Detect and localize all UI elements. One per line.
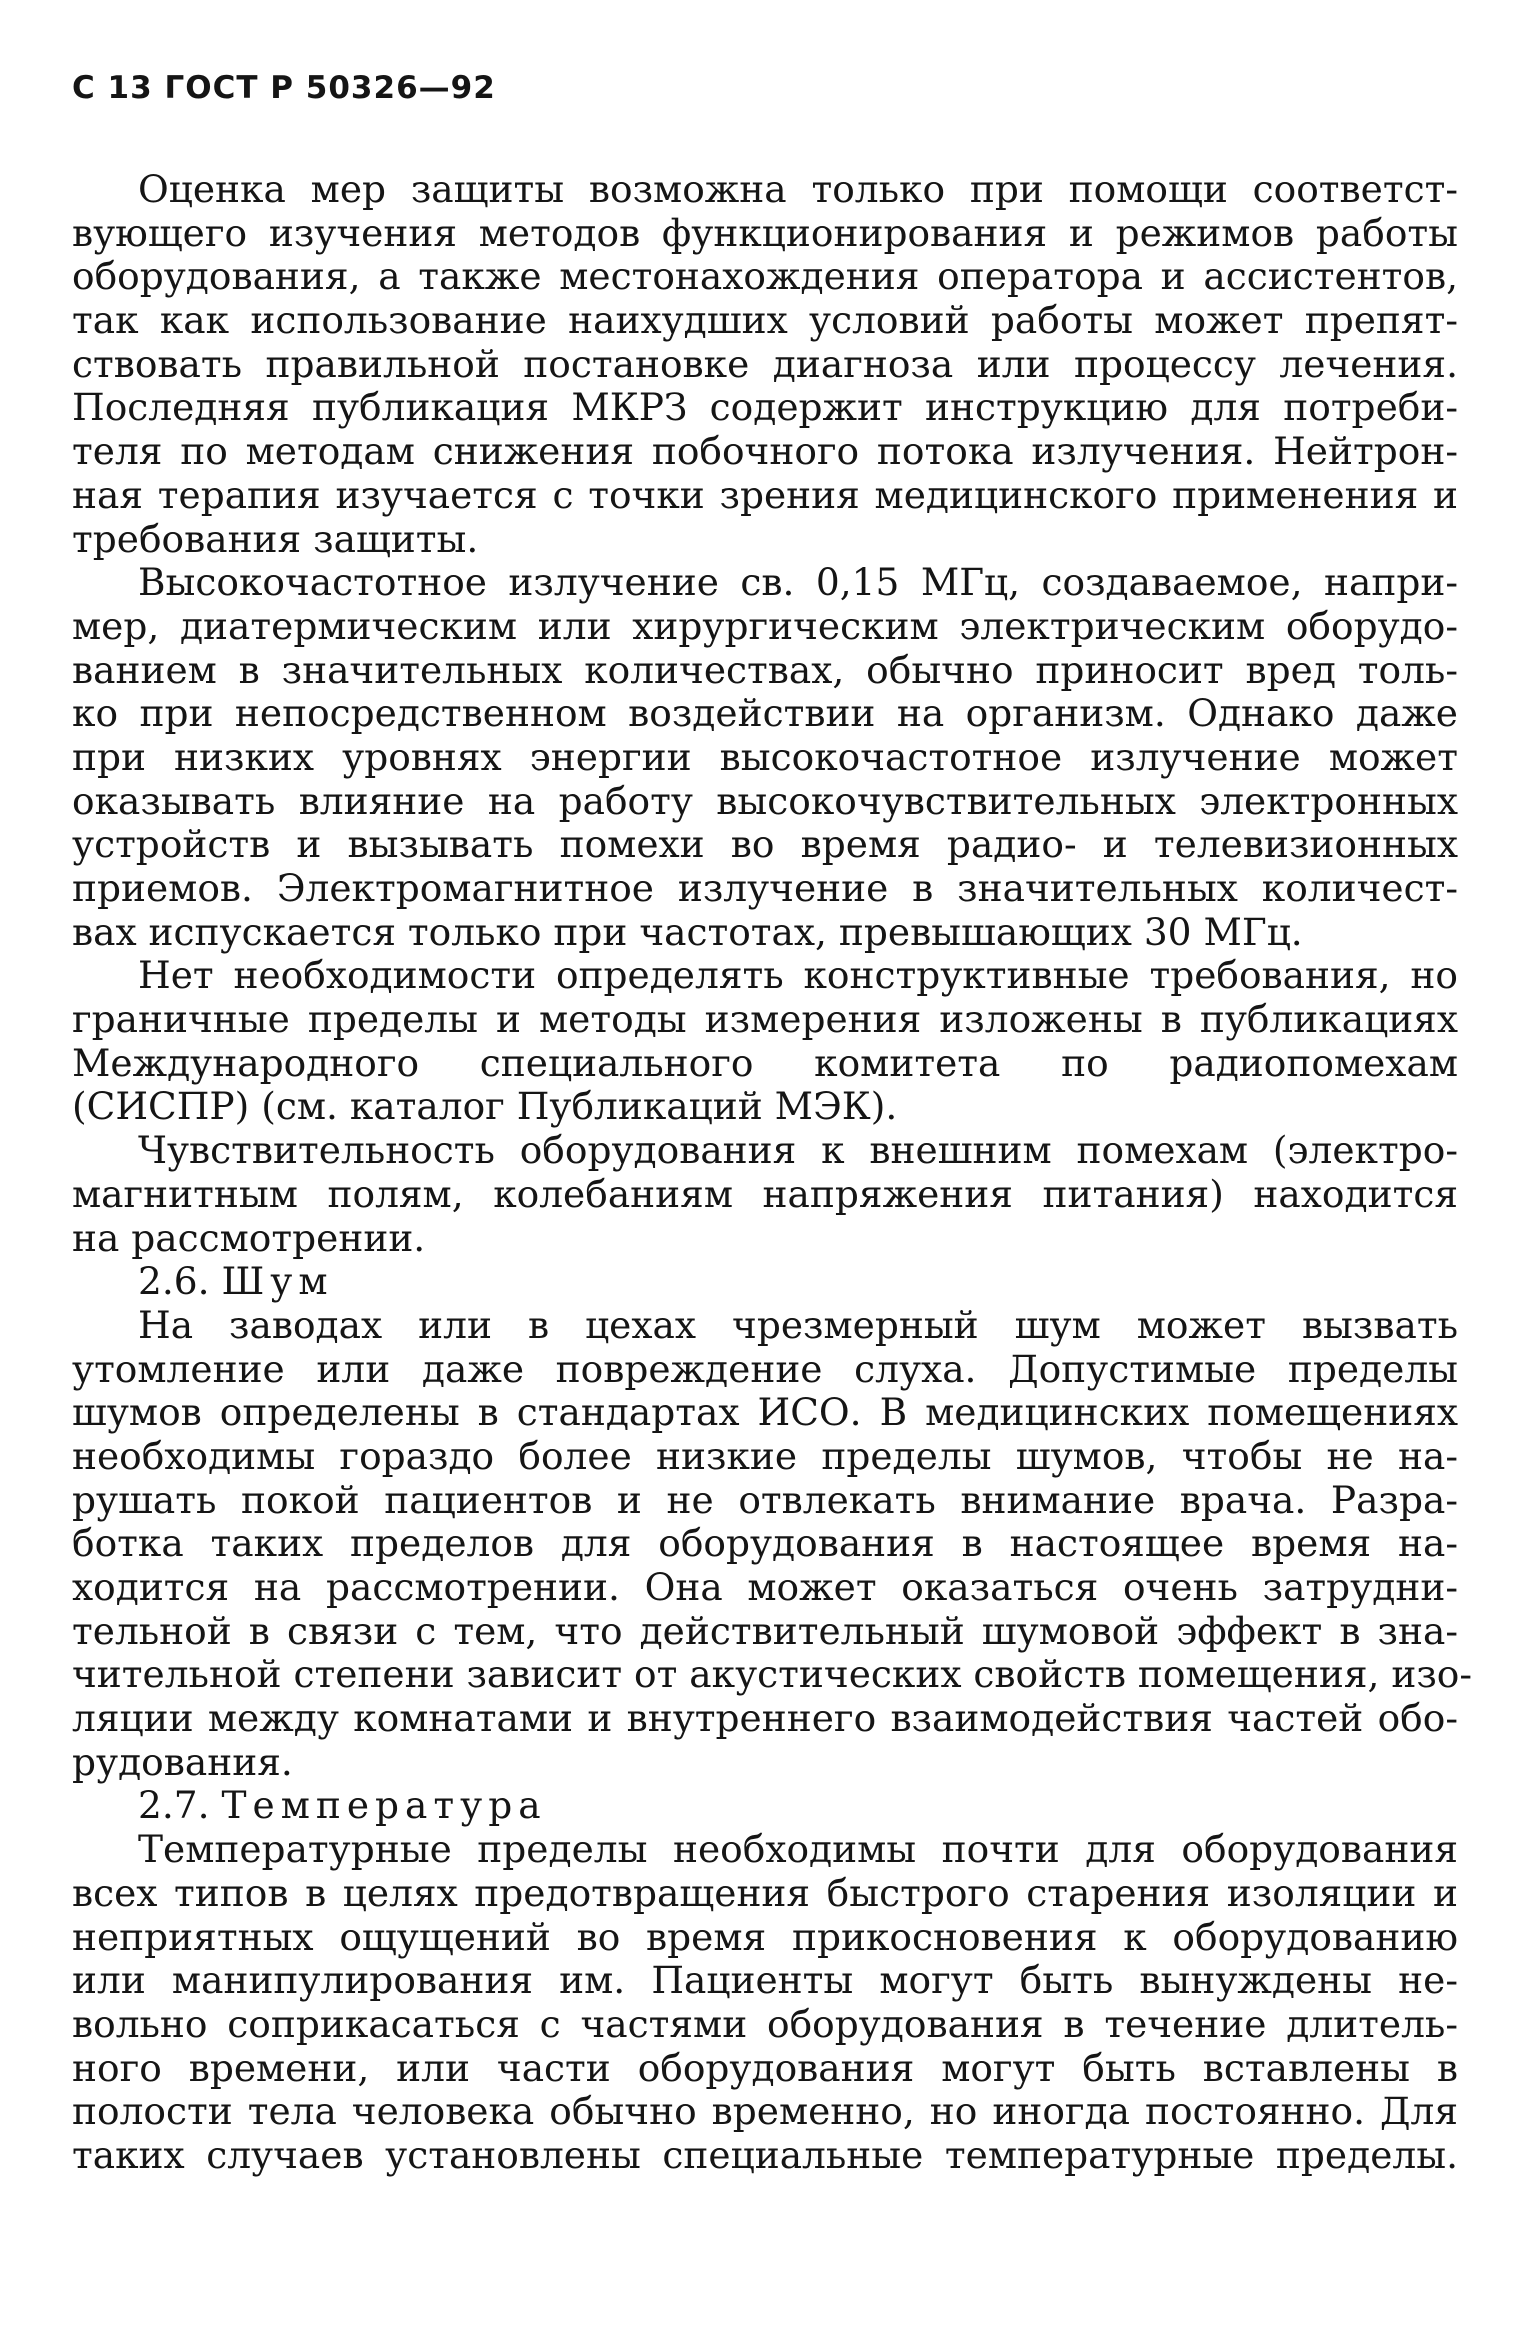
text-line: теля по методам снижения побочного потока излучения. Нейтрон- xyxy=(72,429,1458,474)
text-line: всех типов в целях предотвращения быстрого старения изоляции и xyxy=(72,1870,1458,1915)
text-line: мер, диатермическим или хирургическим электрическим оборудо- xyxy=(72,603,1458,648)
section-heading: 2.7. Температура xyxy=(138,1783,547,1828)
text-line: при низких уровнях энергии высокочастотное излучение может xyxy=(72,734,1458,779)
text-line: Чувствительность оборудования к внешним помехам (электро- xyxy=(138,1128,1458,1173)
text-line: ного времени, или части оборудования могут быть вставлены в xyxy=(72,2045,1458,2090)
text-line: так как использование наихудших условий работы может препят- xyxy=(72,298,1458,343)
text-line: шумов определены в стандартах ИСО. В медицинских помещениях xyxy=(72,1390,1458,1435)
text-line: Температурные пределы необходимы почти для оборудования xyxy=(138,1827,1458,1872)
text-line: ляции между комнатами и внутреннего взаимодействия частей обо- xyxy=(72,1696,1458,1741)
text-line: Высокочастотное излучение св. 0,15 МГц, создаваемое, напри- xyxy=(138,560,1458,605)
text-line: полости тела человека обычно временно, но иногда постоянно. Для xyxy=(72,2089,1458,2134)
text-line: утомление или даже повреждение слуха. Допустимые пределы xyxy=(72,1346,1458,1391)
text-line: требования защиты. xyxy=(72,516,479,561)
text-line: (СИСПР) (см. каталог Публикаций МЭК). xyxy=(72,1084,898,1129)
text-line: или манипулирования им. Пациенты могут быть вынуждены не- xyxy=(72,1958,1458,2003)
text-line: оборудования, а также местонахождения оператора и ассистентов, xyxy=(72,254,1458,299)
body-text xyxy=(72,167,1473,2178)
text-line: на рассмотрении. xyxy=(72,1215,426,1260)
text-line: Оценка мер защиты возможна только при помощи соответст- xyxy=(138,167,1458,211)
text-line: ванием в значительных количествах, обычно приносит вред толь- xyxy=(72,647,1458,692)
text-line: ная терапия изучается с точки зрения медицинского применения и xyxy=(72,472,1458,517)
page-header: С 13 ГОСТ Р 50326—92 xyxy=(72,70,496,106)
text-line: рушать покой пациентов и не отвлекать внимание врача. Разра- xyxy=(72,1477,1458,1522)
text-line: необходимы гораздо более низкие пределы шумов, чтобы не на- xyxy=(72,1433,1458,1478)
text-line: тельной в связи с тем, что действительный шумовой эффект в зна- xyxy=(72,1608,1458,1653)
text-line: рудования. xyxy=(72,1739,293,1784)
text-line: ко при непосредственном воздействии на организм. Однако даже xyxy=(72,691,1458,736)
text-line: ствовать правильной постановке диагноза или процессу лечения. xyxy=(72,341,1458,386)
text-line: таких случаев установлены специальные температурные пределы. xyxy=(72,2132,1458,2177)
text-line: неприятных ощущений во время прикосновения к оборудованию xyxy=(72,1914,1458,1959)
text-line: ботка таких пределов для оборудования в настоящее время на- xyxy=(72,1521,1458,1566)
text-line: чительной степени зависит от акустических свойств помещения, изо- xyxy=(72,1652,1473,1697)
text-line: магнитным полям, колебаниям напряжения питания) находится xyxy=(72,1171,1458,1216)
text-line: приемов. Электромагнитное излучение в значительных количест- xyxy=(72,866,1458,910)
text-line: оказывать влияние на работу высокочувствительных электронных xyxy=(72,778,1458,823)
text-line: Последняя публикация МКРЗ содержит инструкцию для потреби- xyxy=(72,385,1458,430)
text-line: вующего изучения методов функционирования и режимов работы xyxy=(72,210,1458,255)
text-line: На заводах или в цехах чрезмерный шум может вызвать xyxy=(138,1302,1458,1347)
section-heading: 2.6. Шум xyxy=(138,1259,334,1304)
text-line: устройств и вызывать помехи во время радио- и телевизионных xyxy=(72,822,1458,867)
text-line: ходится на рассмотрении. Она может оказаться очень затрудни- xyxy=(72,1565,1458,1609)
text-line: Нет необходимости определять конструктивные требования, но xyxy=(138,953,1458,998)
text-line: граничные пределы и методы измерения изложены в публикациях xyxy=(72,997,1458,1042)
text-line: вах испускается только при частотах, превышающих 30 МГц. xyxy=(72,909,1303,954)
text-line: Международного специального комитета по радиопомехам xyxy=(72,1040,1458,1085)
text-line: вольно соприкасаться с частями оборудования в течение длитель- xyxy=(72,2001,1458,2046)
